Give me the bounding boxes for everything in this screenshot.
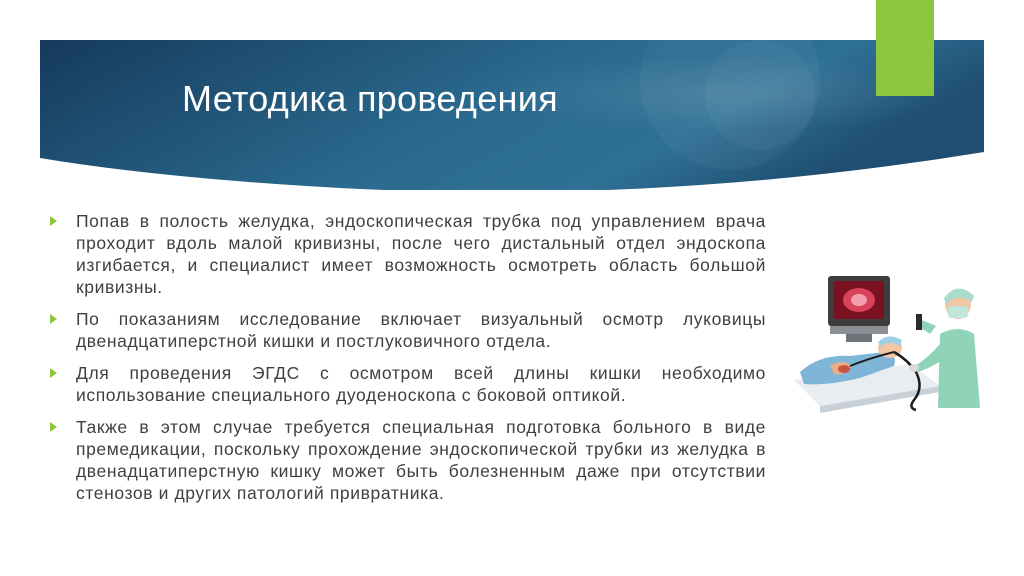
bullet-arrow-icon [50,368,57,378]
bullet-arrow-icon [50,422,57,432]
endoscopy-procedure-illustration [790,268,990,420]
bullet-list [50,210,766,514]
accent-bar [876,0,934,96]
bullet-text: Для проведения ЭГДС с осмотром всей длины кишки необходимо использование специального дуоденоскопа с боковой оптикой. [76,363,766,405]
bullet-arrow-icon [50,216,57,226]
bullet-item [50,416,766,504]
bullet-item [50,362,766,406]
bullet-text: Также в этом случае требуется специальная подготовка больного в виде премедикации, поскольку прохождение эндоскопической трубки из желудка в двенадцатиперстную кишку может быть болезненным даже при отсутствии стенозов и других патологий привратника. [76,417,766,503]
slide-title: Методика проведения [182,78,558,119]
bullet-text: По показаниям исследование включает визуальный осмотр луковицы двенадцатиперстной кишки и постлуковичного отдела. [76,309,766,351]
bullet-arrow-icon [50,314,57,324]
bullet-item [50,308,766,352]
bullet-item [50,210,766,298]
bullet-text: Попав в полость желудка, эндоскопическая трубка под управлением врача проходит вдоль малой кривизны, после чего дистальный отдел эндоскопа изгибается, и специалист имеет возможность осмотреть область большой кривизны. [76,211,766,297]
